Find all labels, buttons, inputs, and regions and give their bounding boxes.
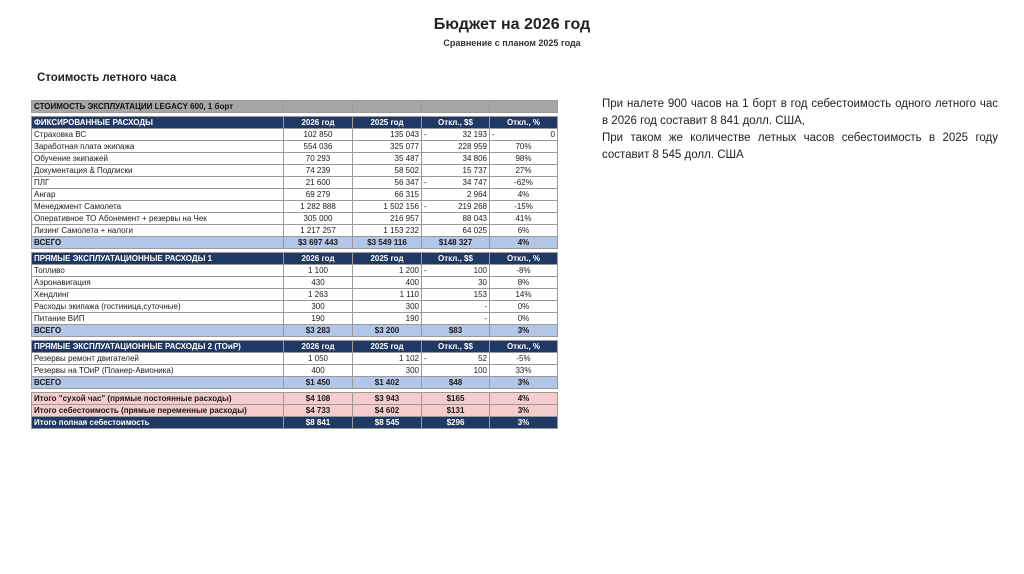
value-2025: $1 402 (353, 377, 422, 389)
value-2026: 554 036 (284, 141, 353, 153)
note-paragraph: При налете 900 часов на 1 борт в год себестоимость одного летного час в 2026 год составит 8 841 долл. США, (602, 98, 998, 127)
table-row (32, 353, 558, 365)
value-2025: 1 110 (353, 289, 422, 301)
value-2025: 35 487 (353, 153, 422, 165)
value-2026: $3 697 443 (284, 237, 353, 249)
summary-row (32, 405, 558, 417)
table-row (32, 277, 558, 289)
cell-value: 64 025 (462, 226, 487, 235)
diff-usd: $165 (422, 393, 490, 405)
value-2025: 400 (353, 277, 422, 289)
value-2025: $3 549 116 (353, 237, 422, 249)
diff-pct: -15% (490, 201, 558, 213)
table-row (32, 289, 558, 301)
section-title: Стоимость летного часа (37, 72, 177, 84)
summary-row (32, 393, 558, 405)
value-2025: 58 502 (353, 165, 422, 177)
col-diff-usd-header: Откл., $$ (422, 117, 490, 129)
budget-table (31, 100, 558, 429)
col-diff-pct-header: Откл., % (490, 341, 558, 353)
diff-usd: $148 327 (422, 237, 490, 249)
diff-usd: $83 (422, 325, 490, 337)
value-2025: 1 502 156 (353, 201, 422, 213)
value-2026: 300 (284, 301, 353, 313)
section-header-label: ПРЯМЫЕ ЭКСПЛУАТАЦИОННЫЕ РАСХОДЫ 2 (ТОиР) (32, 341, 284, 353)
value-2025: 300 (353, 365, 422, 377)
notes-block (602, 96, 998, 164)
cell-value: 2 964 (466, 190, 487, 199)
value-2025: 66 315 (353, 189, 422, 201)
value-2026: 1 217 257 (284, 225, 353, 237)
row-label: Документация & Подписки (32, 165, 284, 177)
diff-usd (422, 129, 490, 141)
table-caption: СТОИМОСТЬ ЭКСПЛУАТАЦИИ LEGACY 600, 1 борт (32, 101, 284, 113)
value-2025: 1 102 (353, 353, 422, 365)
diff-pct: -62% (490, 177, 558, 189)
diff-pct: 3% (490, 417, 558, 429)
diff-pct: 3% (490, 325, 558, 337)
diff-usd: $131 (422, 405, 490, 417)
table-row (32, 313, 558, 325)
diff-usd (422, 189, 490, 201)
col-2025-header: 2025 год (353, 253, 422, 265)
minus-sign: - (424, 178, 427, 187)
cell-value: 153 (473, 290, 487, 299)
value-2025: 300 (353, 301, 422, 313)
section-header-label: ПРЯМЫЕ ЭКСПЛУАТАЦИОННЫЕ РАСХОДЫ 1 (32, 253, 284, 265)
diff-usd (422, 353, 490, 365)
col-2026-header: 2026 год (284, 253, 353, 265)
diff-pct: 0% (490, 301, 558, 313)
row-label: Заработная плата экипажа (32, 141, 284, 153)
section-header-row (32, 341, 558, 353)
row-label: Оперативное ТО Абонемент + резервы на Чек (32, 213, 284, 225)
grand-total-row (32, 417, 558, 429)
table-row (32, 141, 558, 153)
row-label: Лизинг Самолета + налоги (32, 225, 284, 237)
value-2026: $4 108 (284, 393, 353, 405)
value-2025: 56 347 (353, 177, 422, 189)
row-label: Резервы ремонт двигателей (32, 353, 284, 365)
row-label: ВСЕГО (32, 237, 284, 249)
value-2026: 1 263 (284, 289, 353, 301)
col-2026-header: 2026 год (284, 117, 353, 129)
minus-sign: - (424, 266, 427, 275)
col-diff-usd-header: Откл., $$ (422, 341, 490, 353)
diff-pct: 8% (490, 277, 558, 289)
value-2026: 430 (284, 277, 353, 289)
diff-usd: $48 (422, 377, 490, 389)
row-label: ПЛГ (32, 177, 284, 189)
table-row (32, 153, 558, 165)
value-2026: 69 279 (284, 189, 353, 201)
value-2025: 1 153 232 (353, 225, 422, 237)
cell-value: - (484, 302, 487, 311)
row-label: Обучение экипажей (32, 153, 284, 165)
value-2026: 74 239 (284, 165, 353, 177)
diff-usd (422, 213, 490, 225)
col-2026-header: 2026 год (284, 341, 353, 353)
diff-pct: 3% (490, 377, 558, 389)
value-2025: 190 (353, 313, 422, 325)
value-2026: 400 (284, 365, 353, 377)
value-2026: $8 841 (284, 417, 353, 429)
diff-usd (422, 301, 490, 313)
total-row (32, 377, 558, 389)
minus-sign: - (424, 354, 427, 363)
row-label: Аэронавигация (32, 277, 284, 289)
diff-pct: -8% (490, 265, 558, 277)
diff-pct: 41% (490, 213, 558, 225)
section-header-row (32, 117, 558, 129)
value-2025: 216 957 (353, 213, 422, 225)
value-2025: 325 077 (353, 141, 422, 153)
diff-usd (422, 165, 490, 177)
diff-pct: -5% (490, 353, 558, 365)
table-row (32, 265, 558, 277)
row-label: Итого полная себестоимость (32, 417, 284, 429)
diff-usd (422, 313, 490, 325)
diff-pct: 27% (490, 165, 558, 177)
cell-value: 15 737 (462, 166, 487, 175)
table-row (32, 165, 558, 177)
diff-usd (422, 201, 490, 213)
row-label: Резервы на ТОиР (Планер-Авионика) (32, 365, 284, 377)
table-top-header (32, 101, 558, 113)
value-2026: 70 293 (284, 153, 353, 165)
section-header-label: ФИКСИРОВАННЫЕ РАСХОДЫ (32, 117, 284, 129)
value-2025: $3 200 (353, 325, 422, 337)
table-row (32, 189, 558, 201)
section-header-row (32, 253, 558, 265)
diff-usd: $296 (422, 417, 490, 429)
cell-value: 34 806 (462, 154, 487, 163)
diff-pct: 4% (490, 189, 558, 201)
value-2025: $8 545 (353, 417, 422, 429)
value-2026: 21 600 (284, 177, 353, 189)
cell-value: 228 959 (458, 142, 487, 151)
diff-pct: 6% (490, 225, 558, 237)
diff-pct (490, 129, 558, 141)
table-row (32, 225, 558, 237)
diff-pct: 33% (490, 365, 558, 377)
table-row (32, 301, 558, 313)
cell-value: 30 (478, 278, 487, 287)
col-diff-pct-header: Откл., % (490, 117, 558, 129)
diff-usd (422, 177, 490, 189)
page-title: Бюджет на 2026 год (433, 16, 591, 33)
row-label: Менеджмент Самолета (32, 201, 284, 213)
value-2026: 1 050 (284, 353, 353, 365)
table-row (32, 213, 558, 225)
diff-usd (422, 141, 490, 153)
row-label: Ангар (32, 189, 284, 201)
diff-usd (422, 225, 490, 237)
value-2025: $4 602 (353, 405, 422, 417)
cell-value: 34 747 (462, 178, 487, 187)
total-row (32, 325, 558, 337)
diff-pct: 98% (490, 153, 558, 165)
value-2026: 190 (284, 313, 353, 325)
row-label: Итого "сухой час" (прямые постоянные расходы) (32, 393, 284, 405)
value-2026: $3 283 (284, 325, 353, 337)
diff-pct: 14% (490, 289, 558, 301)
row-label: Топливо (32, 265, 284, 277)
diff-usd (422, 153, 490, 165)
diff-pct: 4% (490, 393, 558, 405)
diff-usd (422, 365, 490, 377)
row-label: Итого себестоимость (прямые переменные расходы) (32, 405, 284, 417)
row-label: Страховка ВС (32, 129, 284, 141)
value-2025: $3 943 (353, 393, 422, 405)
row-label: Расходы экипажа (гостиница,суточные) (32, 301, 284, 313)
row-label: ВСЕГО (32, 325, 284, 337)
col-diff-usd-header: Откл., $$ (422, 253, 490, 265)
minus-sign: - (424, 130, 427, 139)
col-2025-header: 2025 год (353, 117, 422, 129)
value-2025: 135 043 (353, 129, 422, 141)
diff-pct: 70% (490, 141, 558, 153)
diff-usd (422, 289, 490, 301)
note-paragraph: При таком же количестве летных часов себестоимость в 2025 году составит 8 545 долл. США (602, 132, 998, 161)
cell-value: 100 (473, 266, 487, 275)
diff-usd (422, 265, 490, 277)
diff-usd (422, 277, 490, 289)
col-diff-pct-header: Откл., % (490, 253, 558, 265)
total-row (32, 237, 558, 249)
value-2026: 1 100 (284, 265, 353, 277)
row-label: Хендлинг (32, 289, 284, 301)
table-row (32, 177, 558, 189)
cell-value: 32 193 (462, 130, 487, 139)
value-2026: 1 282 888 (284, 201, 353, 213)
cell-value: 100 (473, 366, 487, 375)
cell-value: - (484, 314, 487, 323)
diff-pct: 3% (490, 405, 558, 417)
table-row (32, 129, 558, 141)
table-row (32, 365, 558, 377)
table-row (32, 201, 558, 213)
value-2026: $4 733 (284, 405, 353, 417)
page-subtitle: Сравнение с планом 2025 года (443, 38, 581, 48)
cell-value: 88 043 (462, 214, 487, 223)
diff-pct: 4% (490, 237, 558, 249)
minus-sign: - (424, 202, 427, 211)
row-label: Питание ВИП (32, 313, 284, 325)
value-2026: $1 450 (284, 377, 353, 389)
cell-value: 52 (478, 354, 487, 363)
minus-sign: - (492, 130, 495, 139)
value-2026: 102 850 (284, 129, 353, 141)
col-2025-header: 2025 год (353, 341, 422, 353)
value-2025: 1 200 (353, 265, 422, 277)
value-2026: 305 000 (284, 213, 353, 225)
cell-value: 0 (550, 130, 555, 139)
diff-pct: 0% (490, 313, 558, 325)
cell-value: 219 268 (458, 202, 487, 211)
row-label: ВСЕГО (32, 377, 284, 389)
